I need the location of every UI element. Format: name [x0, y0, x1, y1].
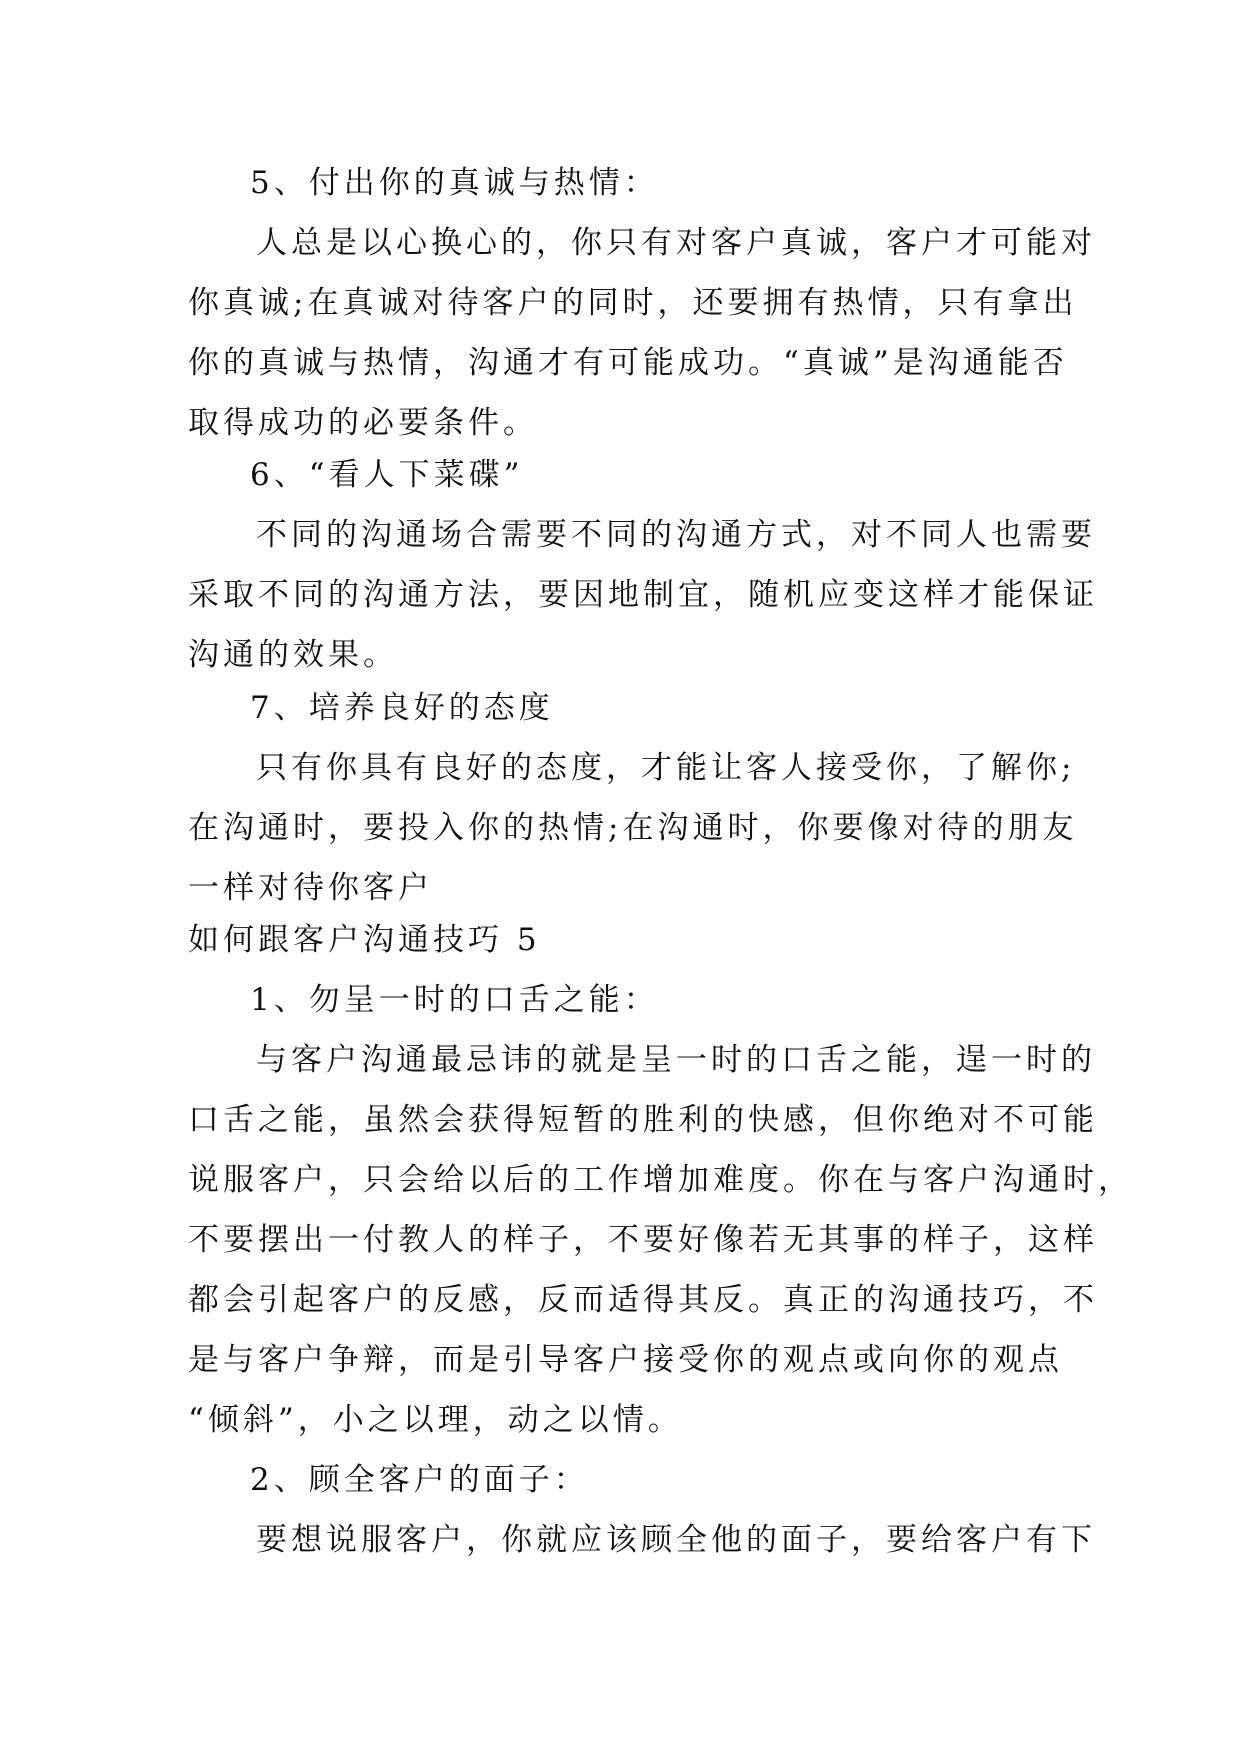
paragraph-line: 只有你具有良好的态度，才能让客人接受你，了解你;: [256, 750, 1076, 786]
chapter-title: 如何跟客户沟通技巧 5: [188, 922, 541, 958]
paragraph-line: 采取不同的沟通方法，要因地制宜，随机应变这样才能保证: [188, 577, 1098, 613]
paragraph-line: 要想说服客户，你就应该顾全他的面子，要给客户有下: [256, 1522, 1096, 1558]
paragraph-line: 在沟通时，要投入你的热情;在沟通时，你要像对待的朋友: [188, 810, 1078, 846]
paragraph-line: 你真诚;在真诚对待客户的同时，还要拥有热情，只有拿出: [188, 285, 1078, 321]
section-heading-7: 7、培养良好的态度: [250, 690, 554, 726]
paragraph-line: 说服客户，只会给以后的工作增加难度。你在与客户沟通时，: [188, 1162, 1133, 1198]
paragraph-line: 口舌之能，虽然会获得短暂的胜利的快感，但你绝对不可能: [188, 1102, 1098, 1138]
section-heading-1: 1、勿呈一时的口舌之能：: [250, 982, 659, 1018]
paragraph-line: 不要摆出一付教人的样子，不要好像若无其事的样子，这样: [188, 1222, 1098, 1258]
paragraph-line: 是与客户争辩，而是引导客户接受你的观点或向你的观点: [188, 1342, 1063, 1378]
paragraph-line: “倾斜”，小之以理，动之以情。: [188, 1402, 683, 1438]
paragraph-line: 你的真诚与热情，沟通才有可能成功。“真诚”是沟通能否: [188, 345, 1068, 381]
paragraph-line: 不同的沟通场合需要不同的沟通方式，对不同人也需要: [256, 517, 1096, 553]
paragraph-line: 沟通的效果。: [188, 637, 398, 673]
section-heading-2: 2、顾全客户的面子：: [250, 1462, 589, 1498]
paragraph-line: 一样对待你客户: [188, 870, 433, 906]
paragraph-line: 都会引起客户的反感，反而适得其反。真正的沟通技巧，不: [188, 1282, 1098, 1318]
paragraph-line: 与客户沟通最忌讳的就是呈一时的口舌之能，逞一时的: [256, 1042, 1096, 1078]
paragraph-line: 取得成功的必要条件。: [188, 405, 538, 441]
section-heading-5: 5、付出你的真诚与热情：: [250, 165, 659, 201]
section-heading-6: 6、“看人下菜碟”: [250, 457, 524, 493]
paragraph-line: 人总是以心换心的，你只有对客户真诚，客户才可能对: [256, 225, 1096, 261]
